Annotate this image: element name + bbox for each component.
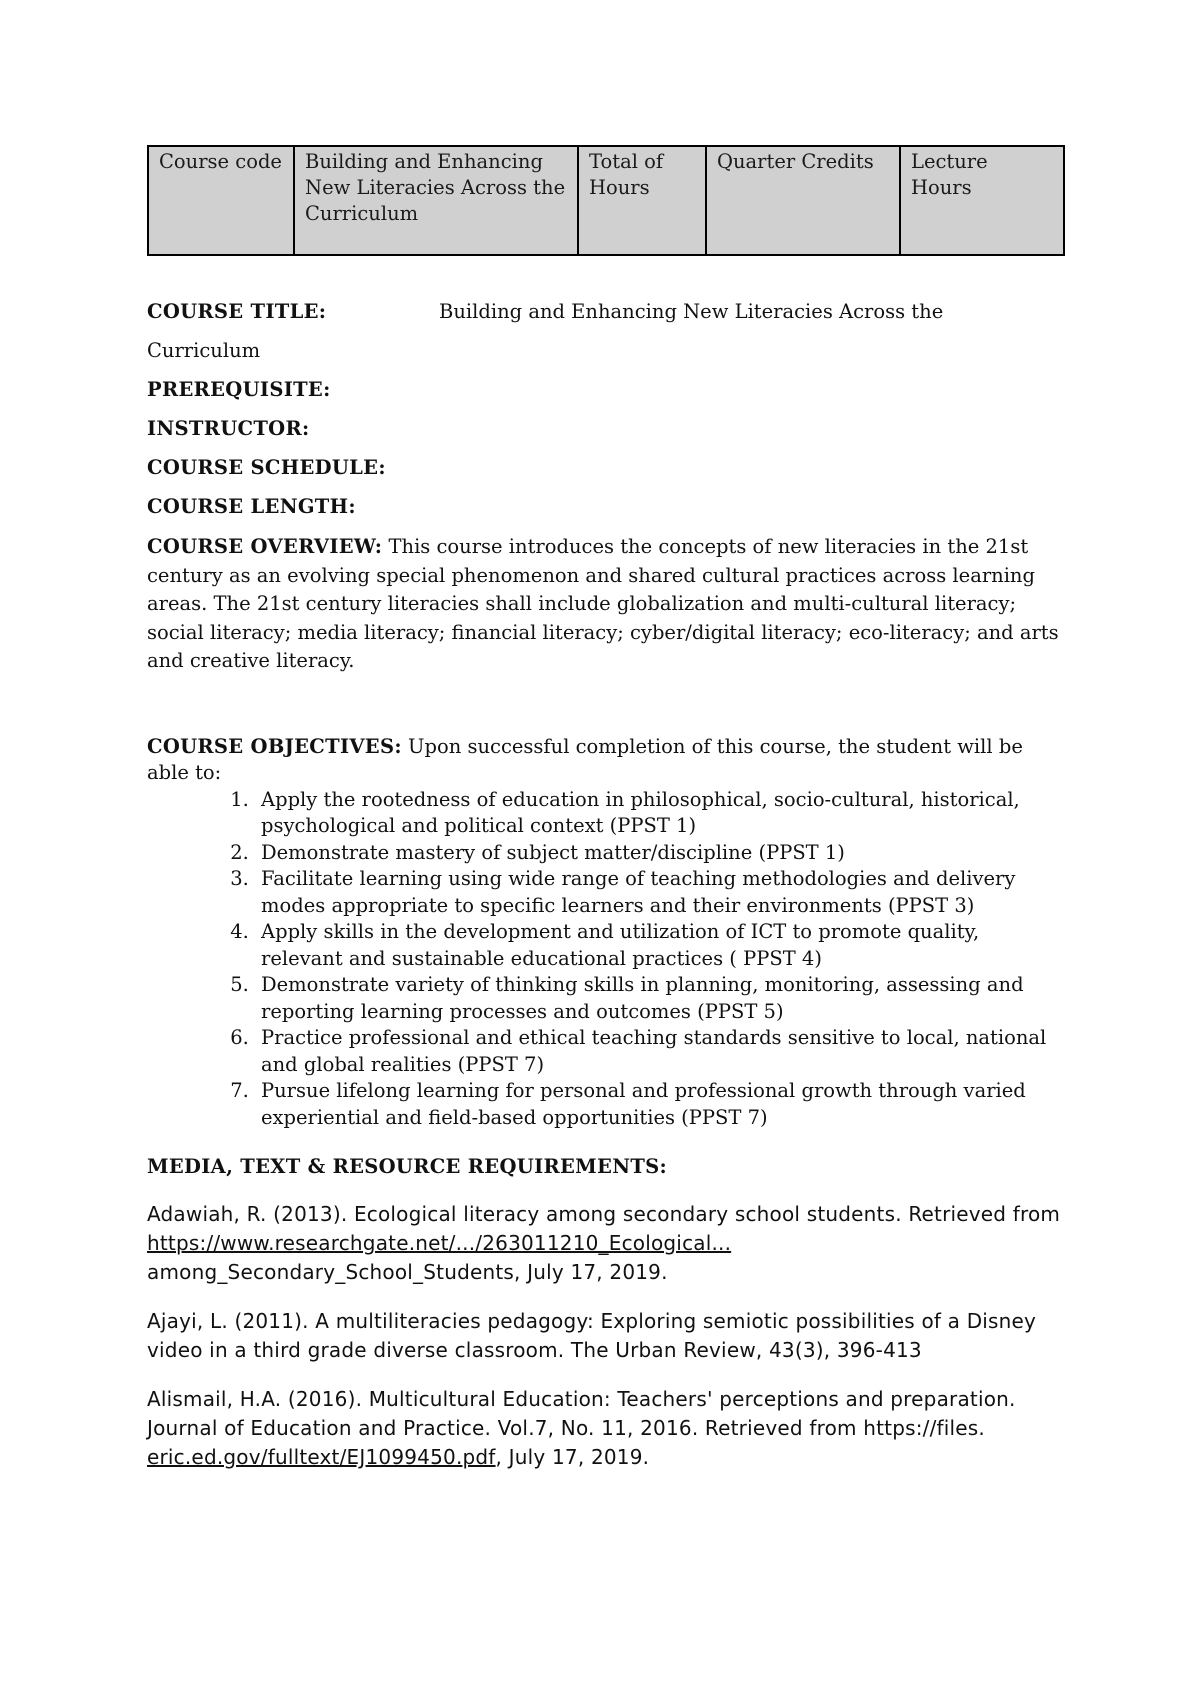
course-objectives-intro-line [147,734,1067,787]
prerequisite-label: PREREQUISITE: [147,378,331,401]
course-overview [147,533,1067,676]
course-title-line [147,298,1067,325]
header-cell-lecture-hours: Lecture Hours [900,146,1064,255]
objective-item: 1. Apply the rootedness of education in philosophical, socio-cultural, historical, psychological and political context (PPST 1) [255,787,1067,840]
instructor-label: INSTRUCTOR: [147,417,310,440]
reference-text: Alismail, H.A. (2016). Multicultural Education: Teachers' perceptions and preparation. Journal of Education and Practice. Vol.7, No. 11, 2016. Retrieved from https://files. [147,1387,1016,1440]
objective-item: 3. Facilitate learning using wide range of teaching methodologies and delivery modes appropriate to specific learners and their environments (PPST 3) [255,866,1067,919]
course-overview-text: This course introduces the concepts of new literacies in the 21st century as an evolving special phenomenon and shared cultural practices across learning areas. The 21st century literacies shall include globalization and multi-cultural literacy; social literacy; media literacy; financial literacy; cyber/digital literacy; eco-literacy; and arts and creative literacy. [147,535,1059,672]
objectives-list [147,787,1067,1132]
course-title-label: COURSE TITLE: [147,300,327,323]
course-info-fields [147,376,1067,520]
course-objectives-label: COURSE OBJECTIVES: [147,734,402,758]
reference-text: Ajayi, L. (2011). A multiliteracies pedagogy: Exploring semiotic possibilities of a Disney video in a third grade diverse classroom. The Urban Review, 43(3), 396-413 [147,1309,1037,1362]
header-cell-course-name: Building and Enhancing New Literacies Across the Curriculum [294,146,578,255]
course-objectives-intro: Upon successful completion of this course, the student will be able to: [147,734,1023,784]
document-page [147,145,1067,1492]
course-header-table [147,145,1065,256]
course-schedule-label: COURSE SCHEDULE: [147,456,386,479]
header-row [148,146,1064,255]
objective-item: 4. Apply skills in the development and utilization of ICT to promote quality, relevant and sustainable educational practices ( PPST 4) [255,919,1067,972]
course-overview-label: COURSE OVERVIEW: [147,535,383,558]
course-objectives [147,734,1067,1132]
reference-link[interactable]: https://www.researchgate.net/.../263011210_Ecological... [147,1231,732,1255]
reference-item [147,1200,1067,1287]
reference-text-tail: , July 17, 2019. [495,1445,650,1469]
objective-item: 6. Practice professional and ethical teaching standards sensitive to local, national and global realities (PPST 7) [255,1025,1067,1078]
course-title-value: Building and Enhancing New Literacies Across the [439,300,944,323]
objective-item: 2. Demonstrate mastery of subject matter/discipline (PPST 1) [255,840,1067,867]
header-cell-total-hours: Total of Hours [578,146,706,255]
header-cell-quarter-credits: Quarter Credits [706,146,900,255]
reference-list [147,1200,1067,1472]
header-cell-course-code: Course code [148,146,294,255]
reference-item [147,1307,1067,1365]
reference-item [147,1385,1067,1472]
course-title-continuation: Curriculum [147,339,261,362]
course-length-label: COURSE LENGTH: [147,495,356,518]
media-requirements-heading: MEDIA, TEXT & RESOURCE REQUIREMENTS: [147,1155,668,1178]
objective-item: 5. Demonstrate variety of thinking skills in planning, monitoring, assessing and reporting learning processes and outcomes (PPST 5) [255,972,1067,1025]
reference-link[interactable]: eric.ed.gov/fulltext/EJ1099450.pdf [147,1445,496,1469]
reference-text: Adawiah, R. (2013). Ecological literacy among secondary school students. Retrieved from [147,1202,1061,1226]
reference-text-tail: among_Secondary_School_Students, July 17, 2019. [147,1260,668,1284]
objective-item: 7. Pursue lifelong learning for personal and professional growth through varied experiential and field-based opportunities (PPST 7) [255,1078,1067,1131]
